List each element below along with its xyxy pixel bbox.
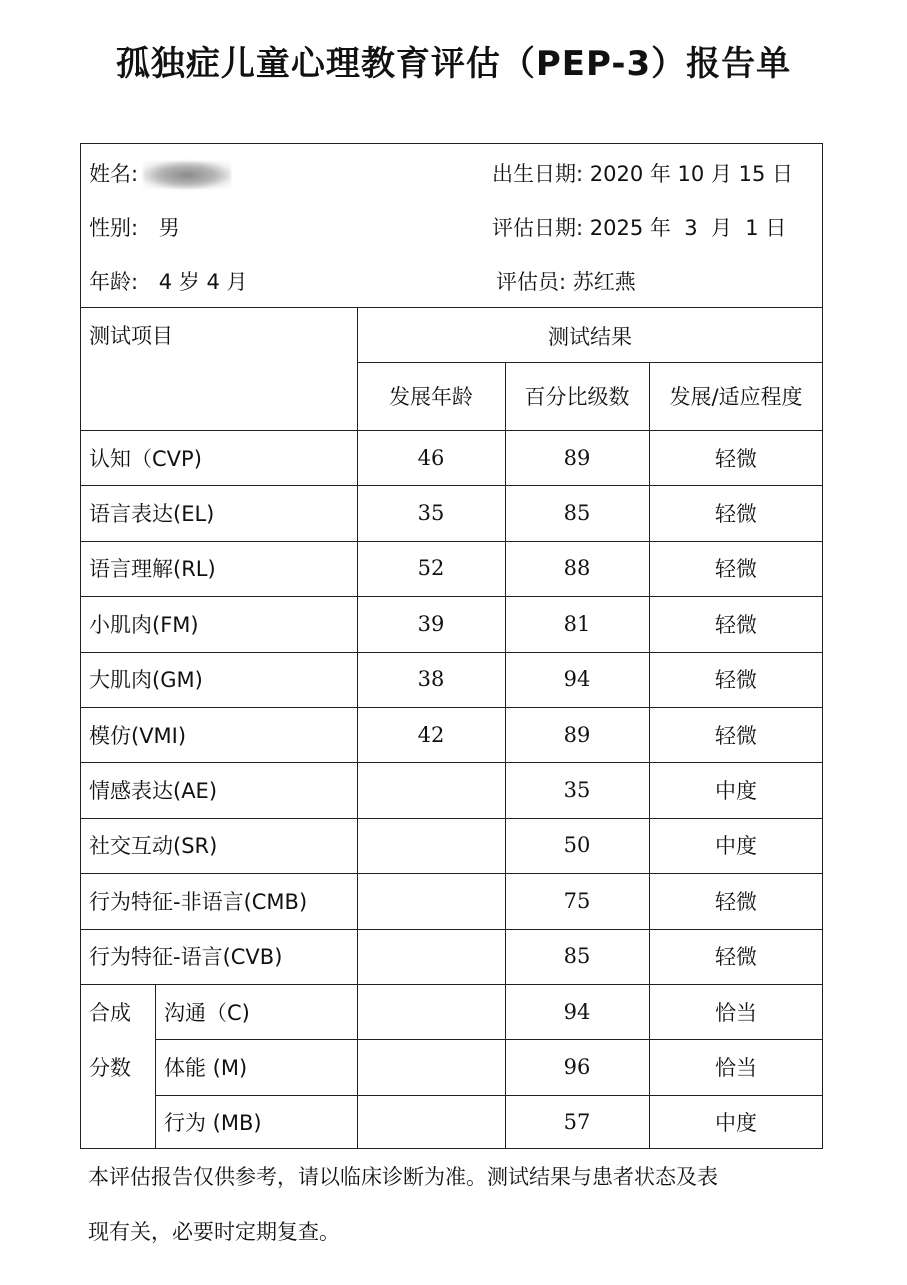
redacted-name bbox=[143, 161, 231, 189]
composite-row-percentile: 57 bbox=[563, 1110, 591, 1135]
eval-date-value: 2025 年 3 月 1 日 bbox=[589, 216, 787, 240]
table-row-level: 轻微 bbox=[715, 446, 757, 471]
header-level: 发展/适应程度 bbox=[669, 385, 803, 409]
table-row-dev-age: 35 bbox=[417, 501, 445, 526]
composite-label-line2: 分数 bbox=[89, 1055, 131, 1080]
table-row-item: 情感表达(AE) bbox=[89, 779, 218, 804]
table-row-item: 行为特征-非语言(CMB) bbox=[89, 889, 308, 914]
table-row-level: 轻微 bbox=[715, 945, 757, 970]
table-row-level: 中度 bbox=[715, 779, 757, 804]
name-row bbox=[89, 158, 231, 189]
header-dev-age: 发展年龄 bbox=[389, 385, 473, 409]
eval-date-row bbox=[492, 212, 786, 242]
composite-row-item: 体能 (M) bbox=[164, 1056, 248, 1081]
gender-row bbox=[89, 212, 180, 242]
age-row bbox=[89, 266, 248, 296]
table-row-dev-age bbox=[357, 762, 505, 817]
table-row-item: 大肌肉(GM) bbox=[89, 668, 203, 693]
table-row-level: 轻微 bbox=[715, 668, 757, 693]
table-row-item: 行为特征-语言(CVB) bbox=[89, 945, 283, 970]
table-row-item: 语言表达(EL) bbox=[89, 502, 215, 527]
table-row-percentile: 75 bbox=[563, 888, 591, 913]
footnote-line-2: 现有关，必要时定期复查。 bbox=[88, 1220, 340, 1244]
table-row-percentile: 94 bbox=[563, 667, 591, 692]
table-row-level: 轻微 bbox=[715, 557, 757, 582]
age-value: 4 岁 4 月 bbox=[158, 270, 248, 294]
table-row-level: 轻微 bbox=[715, 612, 757, 637]
gender-label: 性别: bbox=[89, 216, 139, 240]
table-row-percentile: 88 bbox=[563, 556, 591, 581]
eval-date-label: 评估日期: bbox=[492, 216, 584, 240]
table-row-percentile: 89 bbox=[563, 445, 591, 470]
table-row-percentile: 50 bbox=[563, 833, 591, 858]
table-row-percentile: 35 bbox=[563, 778, 591, 803]
composite-row-item: 行为 (MB) bbox=[164, 1111, 262, 1136]
name-label: 姓名: bbox=[89, 162, 139, 186]
table-row-percentile: 85 bbox=[563, 944, 591, 969]
table-row-dev-age: 42 bbox=[417, 722, 445, 747]
report-title: 孤独症儿童心理教育评估（PEP-3）报告单 bbox=[115, 44, 792, 84]
table-row-dev-age bbox=[357, 873, 505, 928]
evaluator-row bbox=[496, 266, 636, 296]
composite-row-percentile: 94 bbox=[563, 999, 591, 1024]
table-row-percentile: 85 bbox=[563, 501, 591, 526]
composite-label-line1: 合成 bbox=[89, 1000, 131, 1025]
table-row-level: 轻微 bbox=[715, 889, 757, 914]
header-test-item: 测试项目 bbox=[89, 324, 173, 348]
table-row-item: 认知（CVP) bbox=[89, 446, 202, 471]
composite-row-level: 恰当 bbox=[715, 1000, 757, 1025]
table-row-item: 语言理解(RL) bbox=[89, 557, 216, 582]
birth-date-label: 出生日期: bbox=[492, 162, 584, 186]
table-row-level: 中度 bbox=[715, 834, 757, 859]
table-row-level: 轻微 bbox=[715, 723, 757, 748]
header-percentile: 百分比级数 bbox=[524, 385, 630, 409]
composite-row-level: 恰当 bbox=[715, 1056, 757, 1081]
composite-row-percentile: 96 bbox=[563, 1055, 591, 1080]
table-row-level: 轻微 bbox=[715, 502, 757, 527]
birth-date-row bbox=[492, 158, 793, 188]
table-row-item: 小肌肉(FM) bbox=[89, 612, 199, 637]
evaluator-label: 评估员: bbox=[496, 270, 567, 294]
footnote-line-1: 本评估报告仅供参考，请以临床诊断为准。测试结果与患者状态及表 bbox=[88, 1165, 718, 1189]
composite-row-level: 中度 bbox=[715, 1111, 757, 1136]
table-row-dev-age: 38 bbox=[417, 667, 445, 692]
evaluator-value: 苏红燕 bbox=[572, 270, 636, 294]
divider-info-table bbox=[80, 307, 823, 308]
table-row-dev-age: 39 bbox=[417, 611, 445, 636]
table-row-percentile: 89 bbox=[563, 722, 591, 747]
age-label: 年龄: bbox=[89, 270, 139, 294]
composite-row-item: 沟通（C) bbox=[164, 1000, 250, 1025]
table-row-item: 模仿(VMI) bbox=[89, 723, 187, 748]
table-row-dev-age: 52 bbox=[417, 556, 445, 581]
table-row-dev-age bbox=[357, 818, 505, 873]
header-test-result: 测试结果 bbox=[548, 325, 632, 349]
table-row-dev-age bbox=[357, 929, 505, 984]
birth-date-value: 2020 年 10 月 15 日 bbox=[589, 162, 794, 186]
table-row-item: 社交互动(SR) bbox=[89, 834, 218, 859]
gender-value: 男 bbox=[158, 216, 180, 240]
table-row-percentile: 81 bbox=[563, 611, 591, 636]
table-row-dev-age: 46 bbox=[417, 445, 445, 470]
